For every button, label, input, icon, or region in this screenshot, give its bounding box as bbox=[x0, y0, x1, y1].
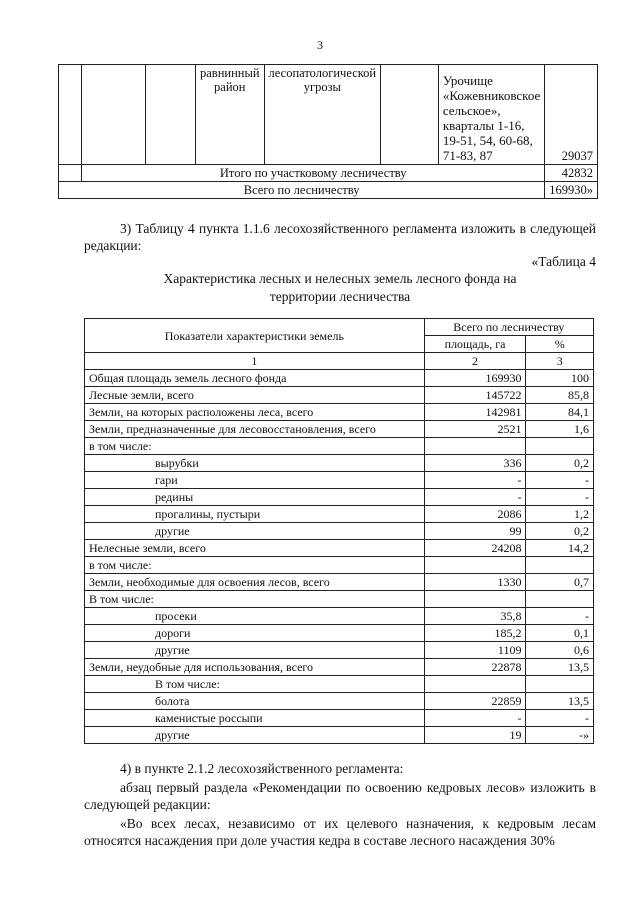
row-label: В том числе: bbox=[85, 591, 425, 608]
row-pct: 85,8 bbox=[526, 387, 594, 404]
table-row bbox=[85, 523, 594, 540]
row-pct: 1,2 bbox=[526, 506, 594, 523]
row-pct: 0,7 bbox=[526, 574, 594, 591]
row-area: 22878 bbox=[424, 659, 526, 676]
table-row bbox=[85, 370, 594, 387]
row-area: 24208 bbox=[424, 540, 526, 557]
table-row bbox=[85, 506, 594, 523]
paragraph-3: 3) Таблицу 4 пункта 1.1.6 лесохозяйственного регламента изложить в следующей редакции: bbox=[84, 221, 596, 253]
row-area: - bbox=[424, 489, 526, 506]
table-row bbox=[85, 608, 594, 625]
table-row bbox=[85, 676, 594, 693]
table-colnum-row: 1 2 3 bbox=[85, 353, 594, 370]
table-row bbox=[85, 421, 594, 438]
row-pct: 0,1 bbox=[526, 625, 594, 642]
row-label: болота bbox=[85, 693, 425, 710]
row-pct: - bbox=[526, 710, 594, 727]
row-area: 2086 bbox=[424, 506, 526, 523]
relief-cell: равнинный район bbox=[196, 65, 265, 165]
paragraph-5: абзац первый раздела «Рекомендации по освоению кедровых лесов» изложить в следующей редакции: bbox=[84, 780, 596, 812]
subtotal-value: 42832 bbox=[545, 165, 598, 182]
row-pct: 13,5 bbox=[526, 659, 594, 676]
row-area bbox=[424, 557, 526, 574]
row-pct: 0,2 bbox=[526, 455, 594, 472]
row-pct: 14,2 bbox=[526, 540, 594, 557]
row-pct: - bbox=[526, 608, 594, 625]
row-pct: 84,1 bbox=[526, 404, 594, 421]
row-label: Лесные земли, всего bbox=[85, 387, 425, 404]
row-pct bbox=[526, 438, 594, 455]
table-header-row bbox=[85, 319, 594, 336]
row-label: просеки bbox=[85, 608, 425, 625]
row-area: 2521 bbox=[424, 421, 526, 438]
table-row bbox=[85, 727, 594, 744]
row-area: - bbox=[424, 472, 526, 489]
row-label: прогалины, пустыри bbox=[85, 506, 425, 523]
row-area bbox=[424, 438, 526, 455]
page-number: 3 bbox=[317, 38, 323, 52]
row-pct bbox=[526, 591, 594, 608]
row-area bbox=[424, 591, 526, 608]
total-label: Всего по лесничеству bbox=[59, 182, 545, 199]
row-area: 142981 bbox=[424, 404, 526, 421]
row-label: Земли, на которых расположены леса, всего bbox=[85, 404, 425, 421]
table-row bbox=[85, 557, 594, 574]
row-label: вырубки bbox=[85, 455, 425, 472]
row-label: другие bbox=[85, 642, 425, 659]
row-label: Нелесные земли, всего bbox=[85, 540, 425, 557]
paragraph-4: 4) в пункте 2.1.2 лесохозяйственного регламента: bbox=[120, 761, 404, 776]
row-pct: 1,6 bbox=[526, 421, 594, 438]
continuation-table bbox=[58, 64, 598, 199]
header-indicator: Показатели характеристики земель bbox=[85, 319, 425, 353]
total-value: 169930» bbox=[545, 182, 598, 199]
table-row bbox=[59, 165, 598, 182]
row-pct: 0,2 bbox=[526, 523, 594, 540]
table-row bbox=[85, 591, 594, 608]
area-cell: 29037 bbox=[545, 65, 598, 165]
row-label: гари bbox=[85, 472, 425, 489]
row-pct: 100 bbox=[526, 370, 594, 387]
header-pct: % bbox=[526, 336, 594, 353]
row-area bbox=[424, 676, 526, 693]
row-area: 169930 bbox=[424, 370, 526, 387]
table-row bbox=[85, 642, 594, 659]
row-label: дороги bbox=[85, 625, 425, 642]
table-row bbox=[85, 489, 594, 506]
row-label: в том числе: bbox=[85, 438, 425, 455]
row-label: каменистые россыпи bbox=[85, 710, 425, 727]
row-label: Общая площадь земель лесного фонда bbox=[85, 370, 425, 387]
row-area: 1330 bbox=[424, 574, 526, 591]
table-row bbox=[85, 438, 594, 455]
row-pct bbox=[526, 676, 594, 693]
table-row bbox=[85, 540, 594, 557]
table-row bbox=[85, 387, 594, 404]
location-cell: Урочище «Кожевниковское сельское», кварталы 1-16, 19-51, 54, 60-68, 71-83, 87 bbox=[438, 65, 544, 165]
row-pct: -» bbox=[526, 727, 594, 744]
row-label: редины bbox=[85, 489, 425, 506]
row-area: 35,8 bbox=[424, 608, 526, 625]
row-label: в том числе: bbox=[85, 557, 425, 574]
row-area: - bbox=[424, 710, 526, 727]
row-area: 19 bbox=[424, 727, 526, 744]
row-area: 22859 bbox=[424, 693, 526, 710]
row-pct: - bbox=[526, 489, 594, 506]
row-label: Земли, неудобные для использования, всего bbox=[85, 659, 425, 676]
row-label: Земли, необходимые для освоения лесов, всего bbox=[85, 574, 425, 591]
table-title: Характеристика лесных и нелесных земель лесного фонда на территории лесничества bbox=[163, 271, 517, 304]
paragraph-6: «Во всех лесах, независимо от их целевого назначения, к кедровым лесам относятся насаждения при доле участия кедра в составе лесного насаждения 30% bbox=[84, 816, 596, 848]
row-area: 1109 bbox=[424, 642, 526, 659]
row-label: Земли, предназначенные для лесовосстановления, всего bbox=[85, 421, 425, 438]
zone-cell: лесопатологической угрозы bbox=[264, 65, 381, 165]
row-label: другие bbox=[85, 523, 425, 540]
row-pct: - bbox=[526, 472, 594, 489]
table-row bbox=[59, 65, 598, 165]
table-row bbox=[85, 693, 594, 710]
table-row bbox=[85, 574, 594, 591]
table-label: «Таблица 4 bbox=[531, 254, 596, 269]
row-pct: 0,6 bbox=[526, 642, 594, 659]
row-label: В том числе: bbox=[85, 676, 425, 693]
table-row bbox=[85, 659, 594, 676]
subtotal-label: Итого по участковому лесничеству bbox=[82, 165, 545, 182]
table-row bbox=[85, 404, 594, 421]
header-total: Всего по лесничеству bbox=[424, 319, 593, 336]
land-characteristics-table bbox=[84, 318, 594, 744]
row-pct bbox=[526, 557, 594, 574]
row-label: другие bbox=[85, 727, 425, 744]
table-row bbox=[85, 472, 594, 489]
header-area: площадь, га bbox=[424, 336, 526, 353]
row-area: 336 bbox=[424, 455, 526, 472]
table-row bbox=[85, 455, 594, 472]
table-row bbox=[85, 625, 594, 642]
table-row bbox=[85, 710, 594, 727]
row-pct: 13,5 bbox=[526, 693, 594, 710]
row-area: 185,2 bbox=[424, 625, 526, 642]
row-area: 145722 bbox=[424, 387, 526, 404]
table-row bbox=[59, 182, 598, 199]
row-area: 99 bbox=[424, 523, 526, 540]
